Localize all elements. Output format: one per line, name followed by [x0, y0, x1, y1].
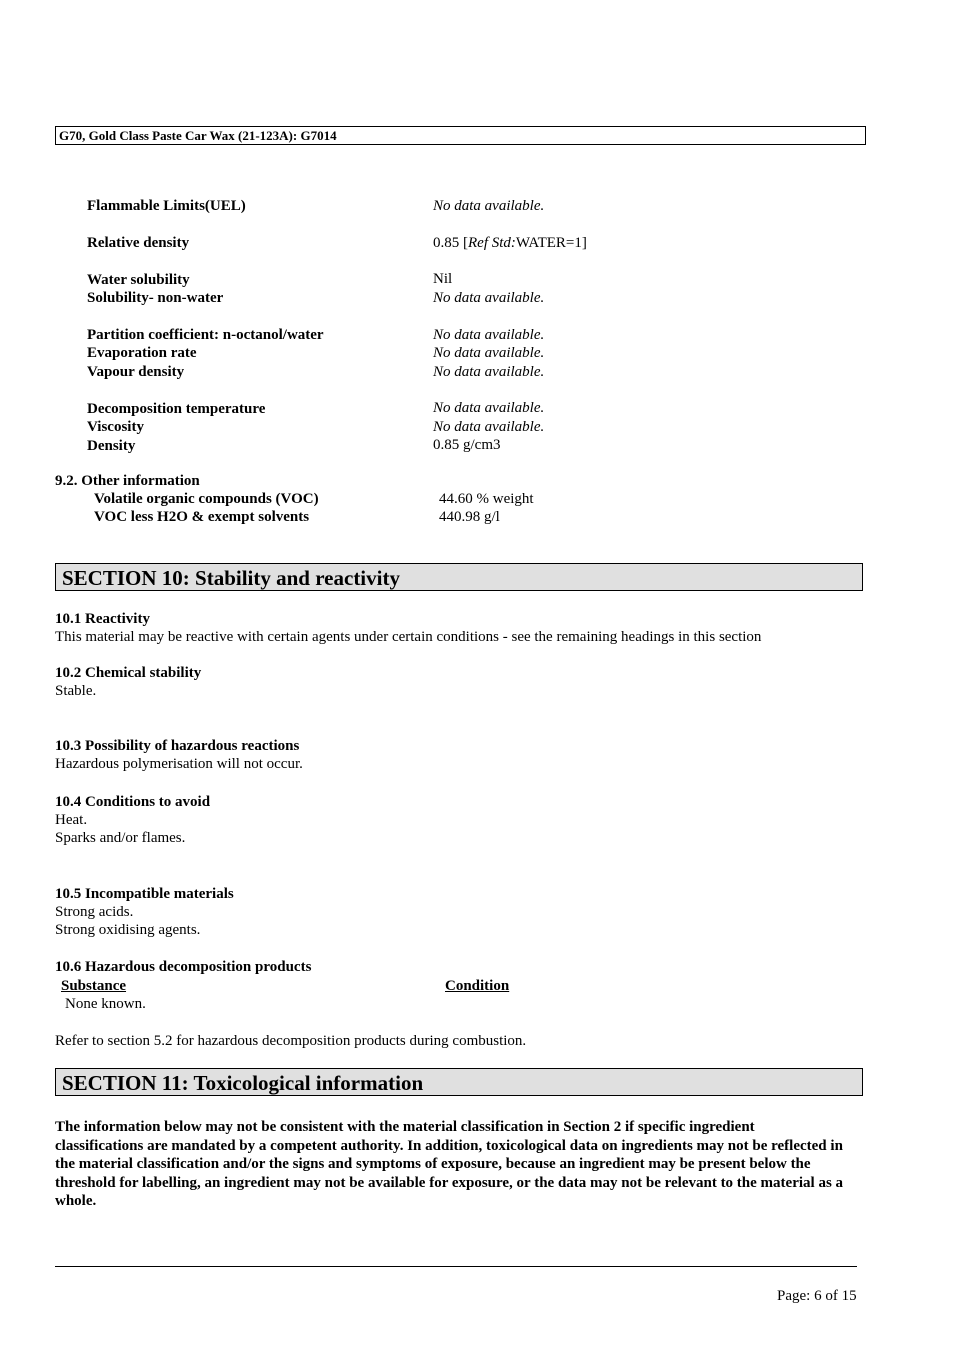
footer-divider: [55, 1266, 857, 1267]
section-10-header: [55, 563, 863, 591]
property-value: No data available.: [433, 290, 545, 306]
property-value: Nil: [433, 271, 453, 287]
property-label: Viscosity: [87, 419, 144, 435]
toxicology-disclaimer: The information below may not be consistent with the material classification in Section 2 if specific ingredient classifications are mandated by a competent authority. In addition, toxicological data on ingredients may not be reflected in the material classification and/or the signs and symptoms of exposure, because an ingredient may be present below the threshold for labelling, an ingredient may not be available for exposure, or the data may not be relevant to the material as a whole.: [55, 1119, 844, 1209]
page-number: Page: 6 of 15: [777, 1288, 857, 1304]
voc-value: 44.60 % weight: [439, 491, 534, 507]
column-header-condition: Condition: [445, 978, 510, 994]
property-label: Decomposition temperature: [87, 401, 266, 417]
property-label: Relative density: [87, 235, 190, 251]
subsection-heading: 10.3 Possibility of hazardous reactions: [55, 738, 300, 754]
property-label: Evaporation rate: [87, 345, 197, 361]
body-text: Refer to section 5.2 for hazardous decomposition products during combustion.: [55, 1033, 527, 1049]
body-text: Hazardous polymerisation will not occur.: [55, 756, 303, 772]
property-value: No data available.: [433, 345, 545, 361]
property-value: No data available.: [433, 400, 545, 416]
property-value: No data available.: [433, 419, 545, 435]
body-text: Stable.: [55, 683, 97, 699]
subsection-heading: 10.1 Reactivity: [55, 611, 150, 627]
property-label: Vapour density: [87, 364, 185, 380]
body-text: Heat.: [55, 812, 88, 828]
document-header: [55, 126, 866, 145]
section-title: SECTION 11: Toxicological information: [62, 1071, 424, 1095]
section-11-header: [55, 1068, 863, 1096]
property-label: Water solubility: [87, 272, 190, 288]
table-cell: None known.: [65, 996, 146, 1012]
body-text: Sparks and/or flames.: [55, 830, 186, 846]
property-value: No data available.: [433, 364, 545, 380]
voc-label: Volatile organic compounds (VOC): [94, 491, 319, 507]
column-header-substance: Substance: [61, 978, 127, 994]
property-value: No data available.: [433, 327, 545, 343]
subsection-heading: 10.5 Incompatible materials: [55, 886, 234, 902]
subsection-heading: 10.6 Hazardous decomposition products: [55, 959, 312, 975]
section-title: SECTION 10: Stability and reactivity: [62, 566, 400, 590]
subsection-heading: 10.4 Conditions to avoid: [55, 794, 211, 810]
voc-label: VOC less H2O & exempt solvents: [94, 509, 310, 525]
body-text: Strong oxidising agents.: [55, 922, 201, 938]
property-value: 0.85 [Ref Std:WATER=1]: [433, 235, 587, 251]
property-label: Flammable Limits(UEL): [87, 198, 246, 214]
property-label: Solubility- non-water: [87, 290, 224, 306]
property-label: Partition coefficient: n-octanol/water: [87, 327, 324, 343]
property-value: No data available.: [433, 198, 545, 214]
subsection-heading: 10.2 Chemical stability: [55, 665, 202, 681]
document-title: G70, Gold Class Paste Car Wax (21-123A): G7014: [59, 128, 337, 143]
subsection-heading: 9.2. Other information: [55, 473, 200, 489]
property-label: Density: [87, 438, 136, 454]
body-text: This material may be reactive with certain agents under certain conditions - see the remaining headings in this section: [55, 629, 762, 645]
voc-value: 440.98 g/l: [439, 509, 500, 525]
body-text: Strong acids.: [55, 904, 134, 920]
property-value: 0.85 g/cm3: [433, 437, 501, 453]
